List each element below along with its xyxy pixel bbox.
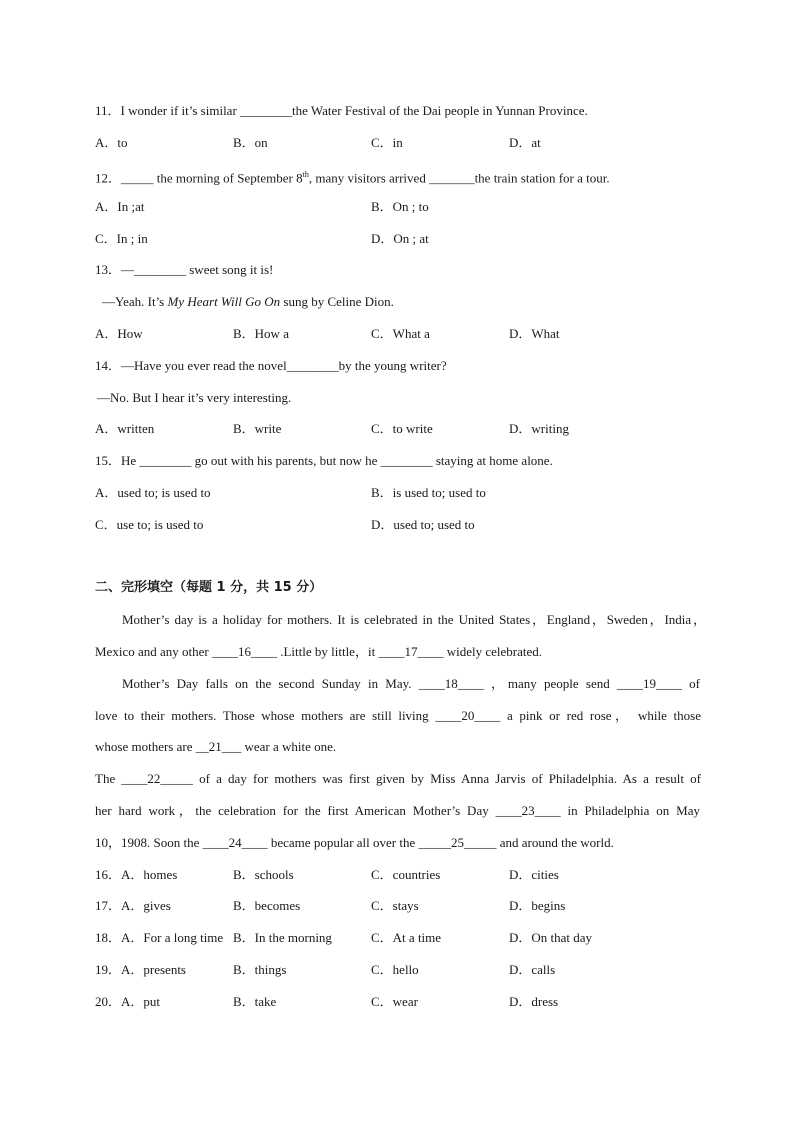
q18-option-a: 18．A．For a long time [95,930,224,945]
song-title: My Heart Will Go On [167,294,281,309]
q17-option-c: C．stays [371,898,419,913]
q20-option-c: C．wear [371,994,418,1009]
section-heading: 二、完形填空（每题 1 分，共 15 分） [95,580,323,595]
blank-18: ____18____ [418,676,484,691]
question-13-stem: 13．—________ sweet song it is! [95,262,274,277]
blank-16: ____16____ [211,644,277,659]
q20-option-a: 20．A．put [95,994,161,1009]
q13-option-a: A．How [95,326,143,341]
q15-option-a: A．used to; is used to [95,485,211,500]
blank-25: _____25_____ [418,835,497,850]
passage-line-5: whose mothers are __21___ wear a white one. [95,739,337,754]
q12-option-b: B．On ; to [371,199,429,214]
q14-option-c: C．to write [371,421,433,436]
blank-21: __21___ [195,739,242,754]
q18-option-c: C．At a time [371,930,442,945]
q11-option-a: A．to [95,135,128,150]
q14-option-b: B．write [233,421,282,436]
q20-option-d: D．dress [509,994,559,1009]
question-12-stem: 12．_____ the morning of September 8th, many visitors arrived _______the train station for a tour. [95,170,610,186]
passage-line-4: love to their mothers. Those whose mothers are still living ____20____ a pink or red rose， while those [95,708,701,723]
q12-option-d: D．On ; at [371,231,429,246]
q11-option-c: C．in [371,135,403,150]
question-13-dialog: —Yeah. It’s My Heart Will Go On sung by Celine Dion. [102,294,394,309]
passage-line-8: 10，1908. Soon the ____24____ became popular all over the _____25_____ and around the world. [95,835,614,850]
q17-option-d: D．begins [509,898,566,913]
q12-option-a: A．In ;at [95,199,145,214]
blank-23: ____23____ [495,803,561,818]
q14-option-d: D．writing [509,421,569,436]
q11-option-d: D．at [509,135,541,150]
q11-option-b: B．on [233,135,268,150]
question-14-stem: 14．—Have you ever read the novel________by the young writer? [95,358,447,373]
q20-option-b: B．take [233,994,277,1009]
q17-option-a: 17．A．gives [95,898,171,913]
q18-option-b: B．In the morning [233,930,332,945]
q12-option-c: C．In ; in [95,231,148,246]
q15-option-c: C．use to; is used to [95,517,204,532]
passage-line-1: Mother’s day is a holiday for mothers. It is celebrated in the United States，England，Sweden，India， [122,612,706,627]
blank-22: ____22_____ [121,771,193,786]
blank-20: ____20____ [435,708,501,723]
passage-line-6: The ____22_____ of a day for mothers was first given by Miss Anna Jarvis of Philadelphia. As a result of [95,771,701,786]
q15-option-b: B．is used to; used to [371,485,486,500]
q13-option-b: B．How a [233,326,289,341]
q13-option-d: D．What [509,326,560,341]
passage-line-2: Mexico and any other ____16____ .Little by little，it ____17____ widely celebrated. [95,644,542,659]
q16-option-b: B．schools [233,867,294,882]
q17-option-b: B．becomes [233,898,301,913]
q19-option-d: D．calls [509,962,556,977]
blank-24: ____24____ [202,835,268,850]
q16-option-a: 16．A．homes [95,867,178,882]
question-15-stem: 15．He ________ go out with his parents, but now he ________ staying at home alone. [95,453,553,468]
passage-line-3: Mother’s Day falls on the second Sunday in May. ____18____ ，many people send ____19____ of [122,676,700,691]
question-11-stem: 11．I wonder if it’s similar ________the Water Festival of the Dai people in Yunnan Province. [95,103,588,118]
q19-option-c: C．hello [371,962,419,977]
q19-option-a: 19．A．presents [95,962,186,977]
blank-17: ____17____ [378,644,444,659]
question-14-dialog: —No. But I hear it’s very interesting. [97,390,292,405]
q14-option-a: A．written [95,421,155,436]
passage-line-7: her hard work，the celebration for the first American Mother’s Day ____23____ in Philadelphia on May [95,803,701,818]
q13-option-c: C．What a [371,326,430,341]
q16-option-c: C．countries [371,867,441,882]
q16-option-d: D．cities [509,867,559,882]
blank-19: ____19____ [616,676,682,691]
q18-option-d: D．On that day [509,930,593,945]
q15-option-d: D．used to; used to [371,517,475,532]
q19-option-b: B．things [233,962,287,977]
